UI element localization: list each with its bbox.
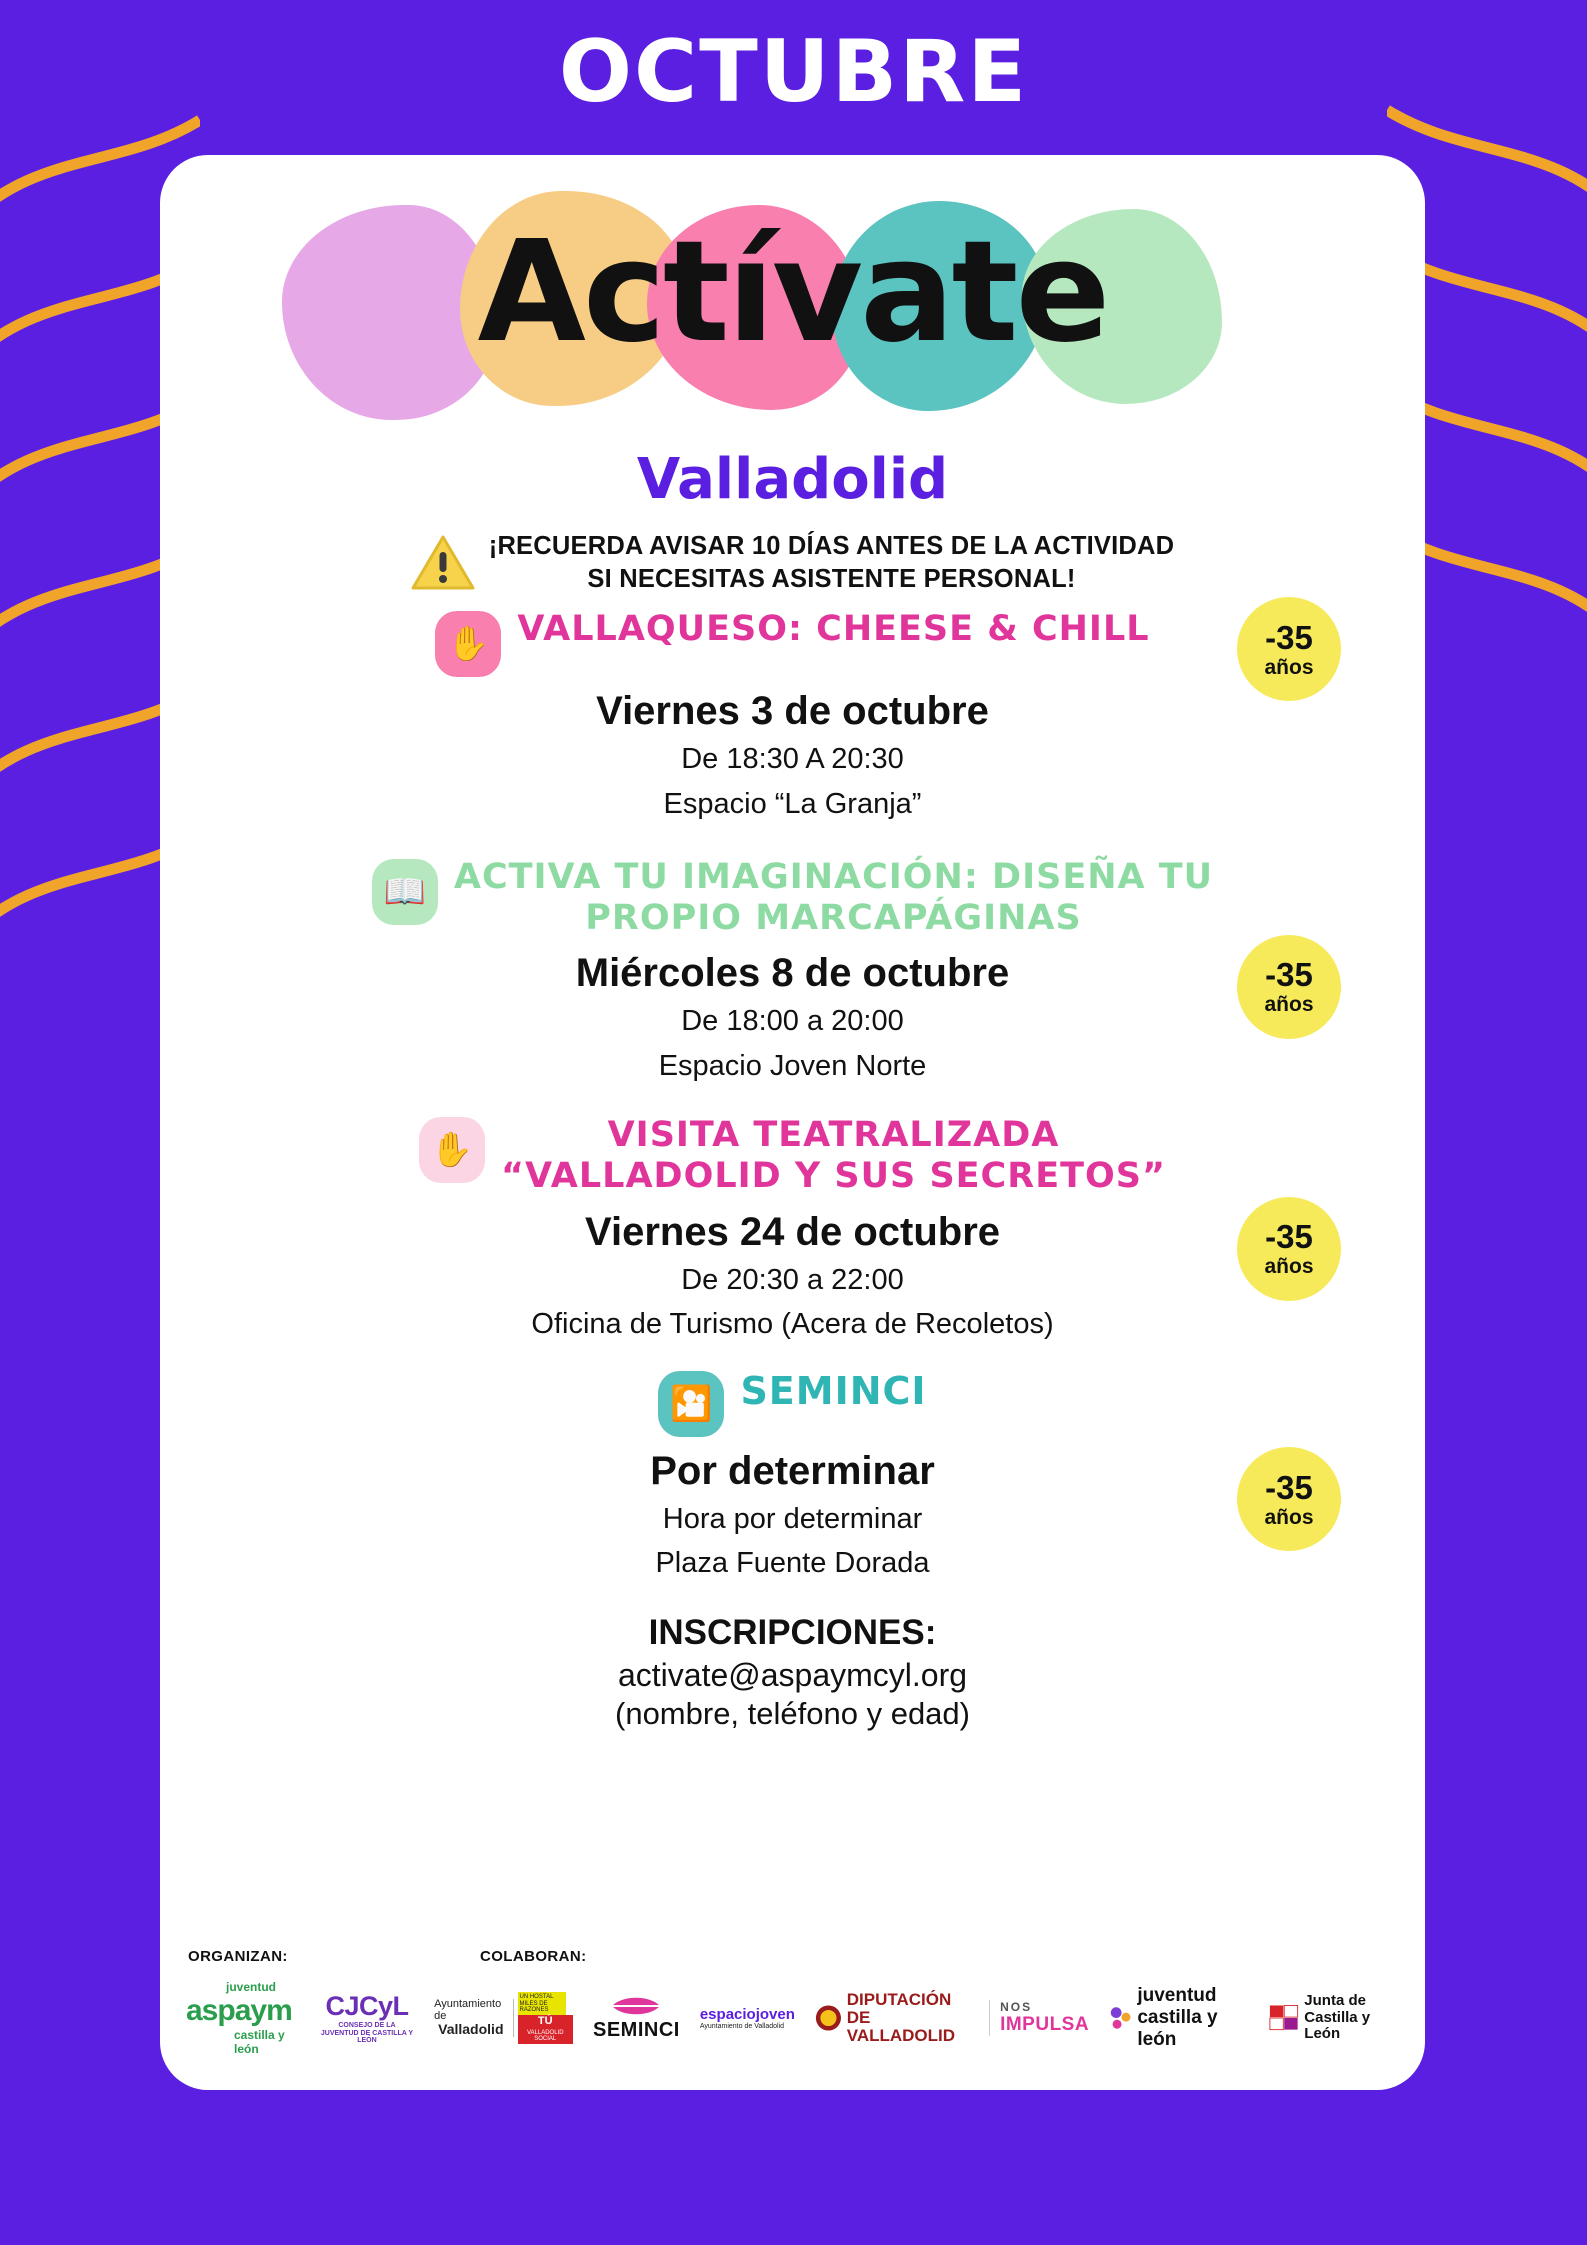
aspaym-logo-sub: castilla y león xyxy=(234,2028,285,2056)
seminci-lips-icon xyxy=(610,1995,662,2017)
juventud-logo-sub: castilla y león xyxy=(1137,2007,1218,2050)
diputacion-logo-sub: DE VALLADOLID xyxy=(846,2008,956,2045)
signup-title: INSCRIPCIONES: xyxy=(648,1612,937,1652)
event-date: Miércoles 8 de octubre xyxy=(575,951,1010,996)
ayuntamiento-logo-sub: Valladolid xyxy=(438,2021,504,2038)
raised-hand-icon: ✋ xyxy=(435,611,501,677)
diputacion-logo-main: DIPUTACIÓN xyxy=(846,1990,952,2010)
age-badge-number: -35 xyxy=(1265,618,1313,656)
event-item xyxy=(160,857,1425,1085)
age-badge-number: -35 xyxy=(1265,1218,1313,1256)
juventud-castilla-leon-logo xyxy=(1109,1985,1249,2051)
aspaym-logo xyxy=(186,1980,300,2056)
ayuntamiento-logo-extra3: VALLADOLID SOCIAL xyxy=(518,2029,573,2044)
organizan-label: ORGANIZAN: xyxy=(188,1948,288,1965)
age-badge-unit: años xyxy=(1264,1505,1314,1529)
aspaym-logo-main: aspaym xyxy=(186,1994,292,2027)
event-date: Por determinar xyxy=(650,1449,935,1494)
event-date: Viernes 3 de octubre xyxy=(596,689,989,734)
assistance-notice-text xyxy=(489,530,1174,595)
event-item xyxy=(160,1369,1425,1583)
event-title: SEMINCI xyxy=(740,1369,927,1414)
age-badge-number: -35 xyxy=(1265,956,1313,994)
age-badge xyxy=(1237,935,1341,1039)
event-time: De 18:30 A 20:30 xyxy=(681,743,904,776)
colaboran-label: COLABORAN: xyxy=(480,1948,587,1965)
juventud-logo-main: juventud xyxy=(1137,1985,1217,2006)
ayuntamiento-logo-main: Ayuntamiento de xyxy=(434,1998,502,2022)
event-title-line-2: “VALLADOLID Y SUS SECRETOS” xyxy=(501,1156,1166,1197)
event-item xyxy=(160,1115,1425,1343)
seminci-logo-text: SEMINCI xyxy=(593,2018,680,2041)
seminci-logo xyxy=(593,1995,680,2042)
signup-email[interactable]: activate@aspaymcyl.org xyxy=(617,1656,968,1693)
junta-logo-main: Junta de xyxy=(1304,1992,1366,2010)
diputacion-valladolid-logo xyxy=(815,1991,969,2045)
age-badge-unit: años xyxy=(1264,655,1314,679)
event-place: Plaza Fuente Dorada xyxy=(655,1547,930,1580)
footer-logos xyxy=(160,1948,1425,2056)
activate-logo xyxy=(160,183,1425,443)
assistance-notice xyxy=(160,530,1425,595)
page-title: OCTUBRE xyxy=(558,22,1029,122)
event-title xyxy=(501,1115,1166,1198)
nos-impulsa-logo-sub: IMPULSA xyxy=(1000,2014,1090,2035)
cjcyl-logo xyxy=(320,1991,414,2044)
age-badge xyxy=(1237,1197,1341,1301)
content-card xyxy=(160,155,1425,2090)
event-time: De 18:00 a 20:00 xyxy=(681,1005,904,1038)
signup-section xyxy=(160,1613,1425,1732)
espacio-joven-logo-sub: Ayuntamiento de Valladolid xyxy=(699,2022,785,2030)
junta-castilla-leon-logo xyxy=(1269,1993,1399,2043)
nos-impulsa-logo-main: NOS xyxy=(1000,2000,1033,2014)
diputacion-crest-icon xyxy=(815,2002,842,2034)
event-place: Espacio Joven Norte xyxy=(658,1049,927,1082)
event-place: Espacio “La Granja” xyxy=(663,787,922,820)
ayuntamiento-logo-extra2: TÚ xyxy=(518,2015,573,2029)
notice-line-1: ¡RECUERDA AVISAR 10 DÍAS ANTES DE LA ACTIVIDAD xyxy=(488,532,1175,560)
nos-impulsa-logo xyxy=(989,2000,1089,2036)
activate-logo-text: Actívate xyxy=(477,211,1108,374)
city-name: Valladolid xyxy=(636,447,949,512)
juventud-dots-icon xyxy=(1109,2005,1132,2031)
event-title-line-1: ACTIVA TU IMAGINACIÓN: DISEÑA TU xyxy=(453,856,1214,897)
raised-hand-icon: ✋ xyxy=(419,1117,485,1183)
event-title: VALLAQUESO: CHEESE & CHILL xyxy=(517,609,1150,650)
event-place: Oficina de Turismo (Acera de Recoletos) xyxy=(531,1307,1054,1340)
event-title-line-2: PROPIO MARCAPÁGINAS xyxy=(585,898,1082,939)
event-title-line-1: VISITA TEATRALIZADA xyxy=(607,1114,1060,1155)
cjcyl-logo-main: CJCyL xyxy=(325,1991,409,2022)
event-title xyxy=(454,857,1213,940)
warning-triangle-icon xyxy=(411,534,475,592)
age-badge-unit: años xyxy=(1264,1255,1314,1279)
ayuntamiento-valladolid-logo xyxy=(434,1992,573,2043)
event-time: De 20:30 a 22:00 xyxy=(681,1263,904,1296)
film-projector-icon: 🎦 xyxy=(658,1371,724,1437)
ayuntamiento-logo-extra: UN HOSTAL MILES DE RAZONES xyxy=(518,1992,566,2015)
age-badge xyxy=(1237,597,1341,701)
notice-line-2: SI NECESITAS ASISTENTE PERSONAL! xyxy=(587,564,1076,593)
open-book-icon: 📖 xyxy=(372,859,438,925)
age-badge-unit: años xyxy=(1264,993,1314,1017)
junta-crest-icon xyxy=(1269,2003,1299,2033)
age-badge-number: -35 xyxy=(1265,1468,1313,1506)
cjcyl-logo-sub: CONSEJO DE LA JUVENTUD DE CASTILLA Y LEÓN xyxy=(320,2022,414,2045)
junta-logo-sub: Castilla y León xyxy=(1304,2008,1371,2043)
event-time: Hora por determinar xyxy=(662,1503,923,1536)
signup-hint: (nombre, teléfono y edad) xyxy=(615,1695,970,1731)
espacio-joven-logo xyxy=(700,2006,795,2030)
espacio-joven-logo-main: espaciojoven xyxy=(699,2005,795,2023)
aspaym-logo-top: juventud xyxy=(226,1980,276,1994)
age-badge xyxy=(1237,1447,1341,1551)
event-date: Viernes 24 de octubre xyxy=(585,1209,1000,1254)
event-item xyxy=(160,609,1425,823)
